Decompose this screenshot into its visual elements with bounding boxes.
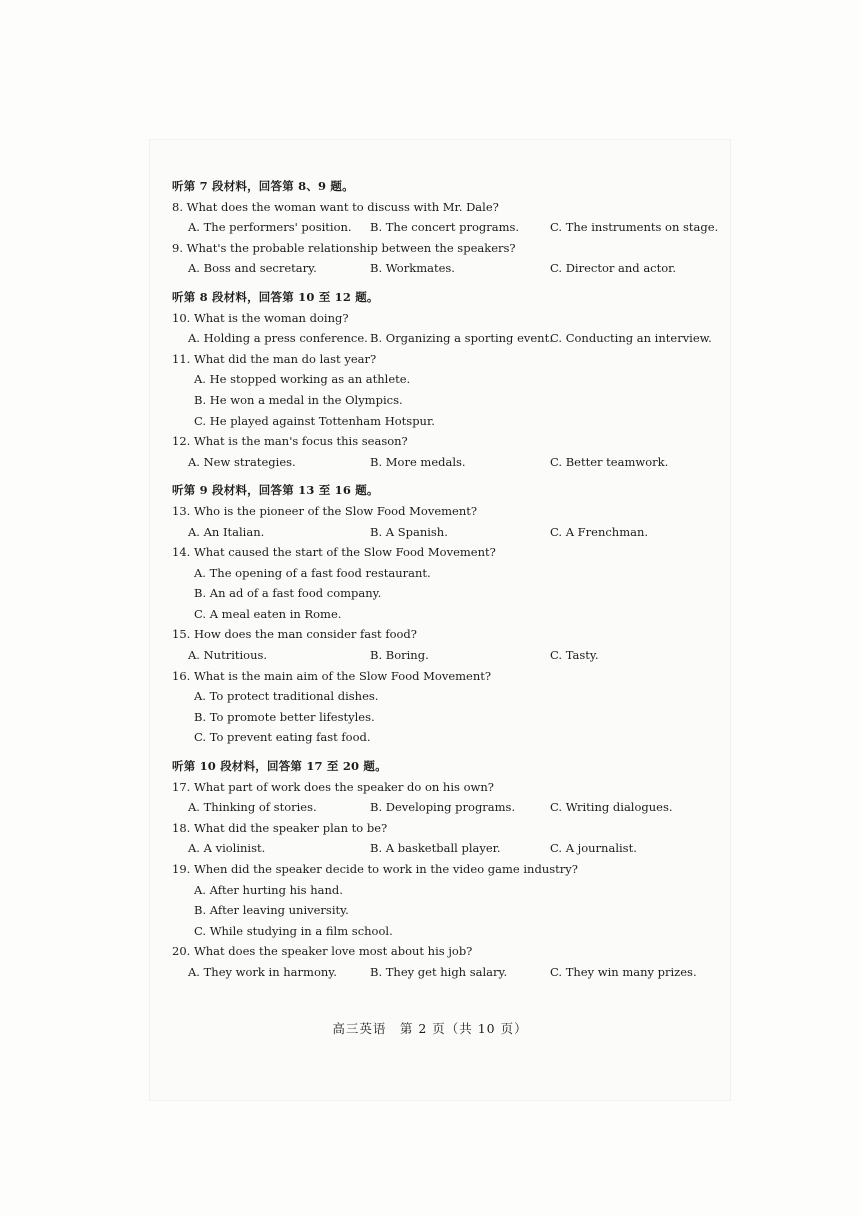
question-13-option-b: B. A Spanish. <box>370 524 448 539</box>
section-title-8: 听第 8 段材料，回答第 10 至 12 题。 <box>172 289 379 304</box>
question-15-options <box>172 645 732 666</box>
question-20-option-c: C. They win many prizes. <box>550 964 697 979</box>
page-footer: 高三英语 第 2 页（共 10 页） <box>332 1021 528 1036</box>
question-16-option-b: B. To promote better lifestyles. <box>194 709 375 724</box>
question-18-stem: 18. What did the speaker plan to be? <box>172 820 388 835</box>
question-9-option-b: B. Workmates. <box>370 261 455 276</box>
question-9-option-c: C. Director and actor. <box>550 261 677 276</box>
question-14-option-c: C. A meal eaten in Rome. <box>194 606 342 621</box>
question-18-option-c: C. A journalist. <box>550 841 637 856</box>
question-8-options <box>172 217 732 238</box>
section-title-9: 听第 9 段材料，回答第 13 至 16 题。 <box>172 483 379 498</box>
question-8-option-a: A. The performers' position. <box>188 220 352 235</box>
question-20-stem: 20. What does the speaker love most about his job? <box>172 944 473 959</box>
question-13-option-a: A. An Italian. <box>188 524 265 539</box>
question-18-option-b: B. A basketball player. <box>370 841 501 856</box>
question-12-stem: 12. What is the man's focus this season? <box>172 434 408 449</box>
question-14-option-b: B. An ad of a fast food company. <box>194 586 382 601</box>
question-20-option-a: A. They work in harmony. <box>188 964 337 979</box>
question-15-option-b: B. Boring. <box>370 648 429 663</box>
question-8-option-c: C. The instruments on stage. <box>550 220 719 235</box>
question-17-option-c: C. Writing dialogues. <box>550 800 673 815</box>
section-title-7: 听第 7 段材料，回答第 8、9 题。 <box>172 179 354 193</box>
question-10-options <box>172 328 732 349</box>
question-12-option-a: A. New strategies. <box>188 454 296 469</box>
question-11-option-b: B. He won a medal in the Olympics. <box>194 392 403 407</box>
question-10-stem: 10. What is the woman doing? <box>172 310 349 325</box>
question-20-options <box>172 962 732 983</box>
question-15-stem: 15. How does the man consider fast food? <box>172 627 417 642</box>
question-13-stem: 13. Who is the pioneer of the Slow Food Movement? <box>172 503 478 518</box>
question-17-stem: 17. What part of work does the speaker do on his own? <box>172 779 494 794</box>
question-11-option-a: A. He stopped working as an athlete. <box>194 372 411 387</box>
question-10-option-a: A. Holding a press conference. <box>188 331 368 346</box>
question-19-option-b: B. After leaving university. <box>194 903 349 918</box>
question-17-option-a: A. Thinking of stories. <box>188 800 317 815</box>
question-9-option-a: A. Boss and secretary. <box>188 261 317 276</box>
question-15-option-c: C. Tasty. <box>550 648 599 663</box>
exam-page <box>172 176 732 983</box>
question-8-option-b: B. The concert programs. <box>370 220 520 235</box>
question-14-stem: 14. What caused the start of the Slow Food Movement? <box>172 545 496 560</box>
question-9-options <box>172 258 732 279</box>
question-12-option-c: C. Better teamwork. <box>550 454 669 469</box>
section-title-10: 听第 10 段材料，回答第 17 至 20 题。 <box>172 759 387 774</box>
question-9-stem: 9. What's the probable relationship between the speakers? <box>172 240 516 255</box>
question-17-option-b: B. Developing programs. <box>370 800 516 815</box>
question-17-options <box>172 797 732 818</box>
question-16-option-a: A. To protect traditional dishes. <box>194 689 379 704</box>
question-14-option-a: A. The opening of a fast food restaurant. <box>194 565 431 580</box>
question-18-options <box>172 838 732 859</box>
question-19-stem: 19. When did the speaker decide to work in the video game industry? <box>172 862 578 876</box>
question-18-option-a: A. A violinist. <box>188 841 266 856</box>
question-11-stem: 11. What did the man do last year? <box>172 351 377 366</box>
question-19-option-c: C. While studying in a film school. <box>194 923 393 938</box>
question-8-stem: 8. What does the woman want to discuss with Mr. Dale? <box>172 199 499 214</box>
question-19-option-a: A. After hurting his hand. <box>194 882 343 897</box>
question-10-option-b: B. Organizing a sporting event. <box>370 331 553 346</box>
question-16-option-c: C. To prevent eating fast food. <box>194 730 371 745</box>
question-10-option-c: C. Conducting an interview. <box>550 331 712 346</box>
question-20-option-b: B. They get high salary. <box>370 964 508 979</box>
question-12-options <box>172 452 732 473</box>
question-15-option-a: A. Nutritious. <box>188 648 268 663</box>
question-13-option-c: C. A Frenchman. <box>550 524 649 539</box>
question-13-options <box>172 522 732 543</box>
question-16-stem: 16. What is the main aim of the Slow Food Movement? <box>172 668 492 683</box>
question-11-option-c: C. He played against Tottenham Hotspur. <box>194 413 435 428</box>
question-12-option-b: B. More medals. <box>370 454 466 469</box>
